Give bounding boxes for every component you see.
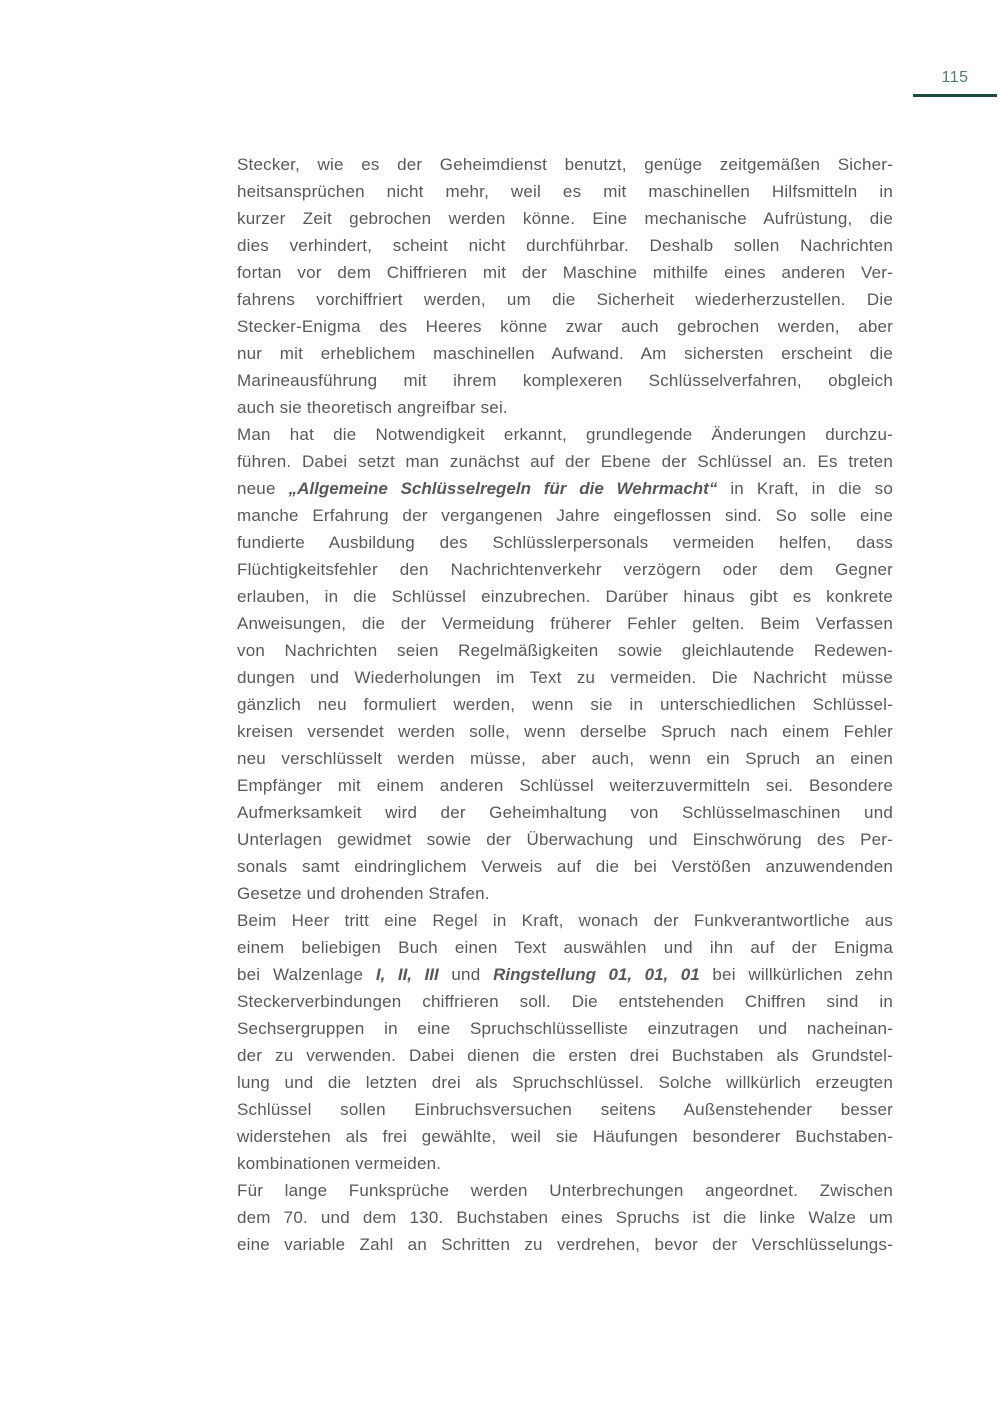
text-segment: neue xyxy=(237,479,289,498)
text-line xyxy=(237,151,893,178)
text-segment: Gesetze und drohenden Strafen. xyxy=(237,884,490,903)
text-line xyxy=(237,853,893,880)
text-segment: Stecker, wie es der Geheimdienst benutzt, genüge zeitgemäßen Sicher- xyxy=(237,155,893,174)
text-segment: erlauben, in die Schlüssel einzubrechen. Darüber hinaus gibt es konkrete xyxy=(237,587,893,606)
text-line xyxy=(237,583,893,610)
text-line xyxy=(237,232,893,259)
text-segment: eine variable Zahl an Schritten zu verdrehen, bevor der Verschlüsselungs- xyxy=(237,1235,893,1254)
text-segment: kombinationen vermeiden. xyxy=(237,1154,442,1173)
text-segment: neu verschlüsselt werden müsse, aber auch, wenn ein Spruch an einen xyxy=(237,749,893,768)
text-line xyxy=(237,664,893,691)
text-segment: dem 70. und dem 130. Buchstaben eines Spruchs ist die linke Walze um xyxy=(237,1208,893,1227)
text-line xyxy=(237,475,893,502)
text-segment: bei Walzenlage xyxy=(237,965,376,984)
text-segment: Flüchtigkeitsfehler den Nachrichtenverkehr verzögern oder dem Gegner xyxy=(237,560,893,579)
text-line xyxy=(237,637,893,664)
text-segment: einem beliebigen Buch einen Text auswählen und ihn auf der Enigma xyxy=(237,938,893,957)
text-line xyxy=(237,1015,893,1042)
text-segment: Schlüssel sollen Einbruchsversuchen seitens Außenstehender besser xyxy=(237,1100,893,1119)
text-line xyxy=(237,1150,893,1177)
text-segment: Anweisungen, die der Vermeidung früherer Fehler gelten. Beim Verfassen xyxy=(237,614,893,633)
text-line xyxy=(237,556,893,583)
text-segment: Aufmerksamkeit wird der Geheimhaltung von Schlüsselmaschinen und xyxy=(237,803,893,822)
text-line xyxy=(237,340,893,367)
text-line xyxy=(237,1042,893,1069)
text-line xyxy=(237,313,893,340)
text-segment: dies verhindert, scheint nicht durchführbar. Deshalb sollen Nachrichten xyxy=(237,236,893,255)
text-line xyxy=(237,367,893,394)
text-segment: lung und die letzten drei als Spruchschlüssel. Solche willkürlich erzeugten xyxy=(237,1073,893,1092)
text-segment: führen. Dabei setzt man zunächst auf der Ebene der Schlüssel an. Es treten xyxy=(237,452,893,471)
text-line xyxy=(237,178,893,205)
text-line xyxy=(237,880,893,907)
emphasized-text: I, II, III xyxy=(375,965,439,984)
text-line xyxy=(237,745,893,772)
text-segment: von Nachrichten seien Regelmäßigkeiten sowie gleichlautende Redewen- xyxy=(237,641,893,660)
text-segment: Steckerverbindungen chiffrieren soll. Die entstehenden Chiffren sind in xyxy=(237,992,893,1011)
paragraph xyxy=(237,151,893,421)
text-segment: und xyxy=(438,965,494,984)
text-segment: Man hat die Notwendigkeit erkannt, grundlegende Änderungen durchzu- xyxy=(237,425,893,444)
text-line xyxy=(237,394,893,421)
text-segment: nur mit erheblichem maschinellen Aufwand. Am sichersten erscheint die xyxy=(237,344,893,363)
text-line xyxy=(237,772,893,799)
text-segment: dungen und Wiederholungen im Text zu vermeiden. Die Nachricht müsse xyxy=(237,668,893,687)
page-number: 115 xyxy=(941,69,969,86)
text-line xyxy=(237,502,893,529)
text-segment: gänzlich neu formuliert werden, wenn sie in unterschiedlichen Schlüssel- xyxy=(237,695,893,714)
text-line xyxy=(237,934,893,961)
text-segment: manche Erfahrung der vergangenen Jahre eingeflossen sind. So solle eine xyxy=(237,506,893,525)
text-segment: kurzer Zeit gebrochen werden könne. Eine mechanische Aufrüstung, die xyxy=(237,209,893,228)
text-line xyxy=(237,421,893,448)
body-text xyxy=(237,151,893,1258)
paragraph xyxy=(237,1177,893,1258)
page-header xyxy=(913,69,997,97)
text-segment: fahrens vorchiffriert werden, um die Sicherheit wiederherzustellen. Die xyxy=(237,290,893,309)
text-line xyxy=(237,907,893,934)
text-segment: widerstehen als frei gewählte, weil sie Häufungen besonderer Buchstaben- xyxy=(237,1127,893,1146)
text-line xyxy=(237,799,893,826)
text-line xyxy=(237,1069,893,1096)
text-segment: Für lange Funksprüche werden Unterbrechungen angeordnet. Zwischen xyxy=(237,1181,893,1200)
paragraph xyxy=(237,907,893,1177)
text-line xyxy=(237,988,893,1015)
text-segment: in Kraft, in die so xyxy=(717,479,893,498)
text-segment: Stecker-Enigma des Heeres könne zwar auch gebrochen werden, aber xyxy=(237,317,893,336)
text-line xyxy=(237,1123,893,1150)
text-line xyxy=(237,205,893,232)
text-segment: heitsansprüchen nicht mehr, weil es mit maschinellen Hilfsmitteln in xyxy=(237,182,893,201)
text-segment: bei willkürlichen zehn xyxy=(699,965,893,984)
text-line xyxy=(237,529,893,556)
text-segment: Sechsergruppen in eine Spruchschlüsselliste einzutragen und nacheinan- xyxy=(237,1019,893,1038)
text-segment: sonals samt eindringlichem Verweis auf die bei Verstößen anzuwendenden xyxy=(237,857,893,876)
text-segment: fortan vor dem Chiffrieren mit der Maschine mithilfe eines anderen Ver- xyxy=(237,263,893,282)
emphasized-text: Ringstellung 01, 01, 01 xyxy=(493,965,700,984)
text-segment: Beim Heer tritt eine Regel in Kraft, wonach der Funkverantwortliche aus xyxy=(237,911,893,930)
text-line xyxy=(237,448,893,475)
text-line xyxy=(237,691,893,718)
emphasized-text: „Allgemeine Schlüsselregeln für die Wehrmacht“ xyxy=(288,479,718,498)
text-segment: Empfänger mit einem anderen Schlüssel weiterzuvermitteln sei. Besondere xyxy=(237,776,893,795)
paragraph xyxy=(237,421,893,907)
text-line xyxy=(237,1096,893,1123)
text-segment: Unterlagen gewidmet sowie der Überwachung und Einschwörung des Per- xyxy=(237,830,893,849)
text-line xyxy=(237,1204,893,1231)
text-line xyxy=(237,610,893,637)
text-line xyxy=(237,1177,893,1204)
text-line xyxy=(237,1231,893,1258)
text-line xyxy=(237,718,893,745)
text-segment: fundierte Ausbildung des Schlüsslerpersonals vermeiden helfen, dass xyxy=(237,533,893,552)
text-line xyxy=(237,259,893,286)
text-line xyxy=(237,286,893,313)
page-number-rule xyxy=(913,94,997,97)
text-line xyxy=(237,961,893,988)
text-segment: der zu verwenden. Dabei dienen die ersten drei Buchstaben als Grundstel- xyxy=(237,1046,893,1065)
text-segment: auch sie theoretisch angreifbar sei. xyxy=(237,398,508,417)
text-segment: Marineausführung mit ihrem komplexeren Schlüsselverfahren, obgleich xyxy=(237,371,893,390)
text-line xyxy=(237,826,893,853)
text-segment: kreisen versendet werden solle, wenn derselbe Spruch nach einem Fehler xyxy=(237,722,893,741)
